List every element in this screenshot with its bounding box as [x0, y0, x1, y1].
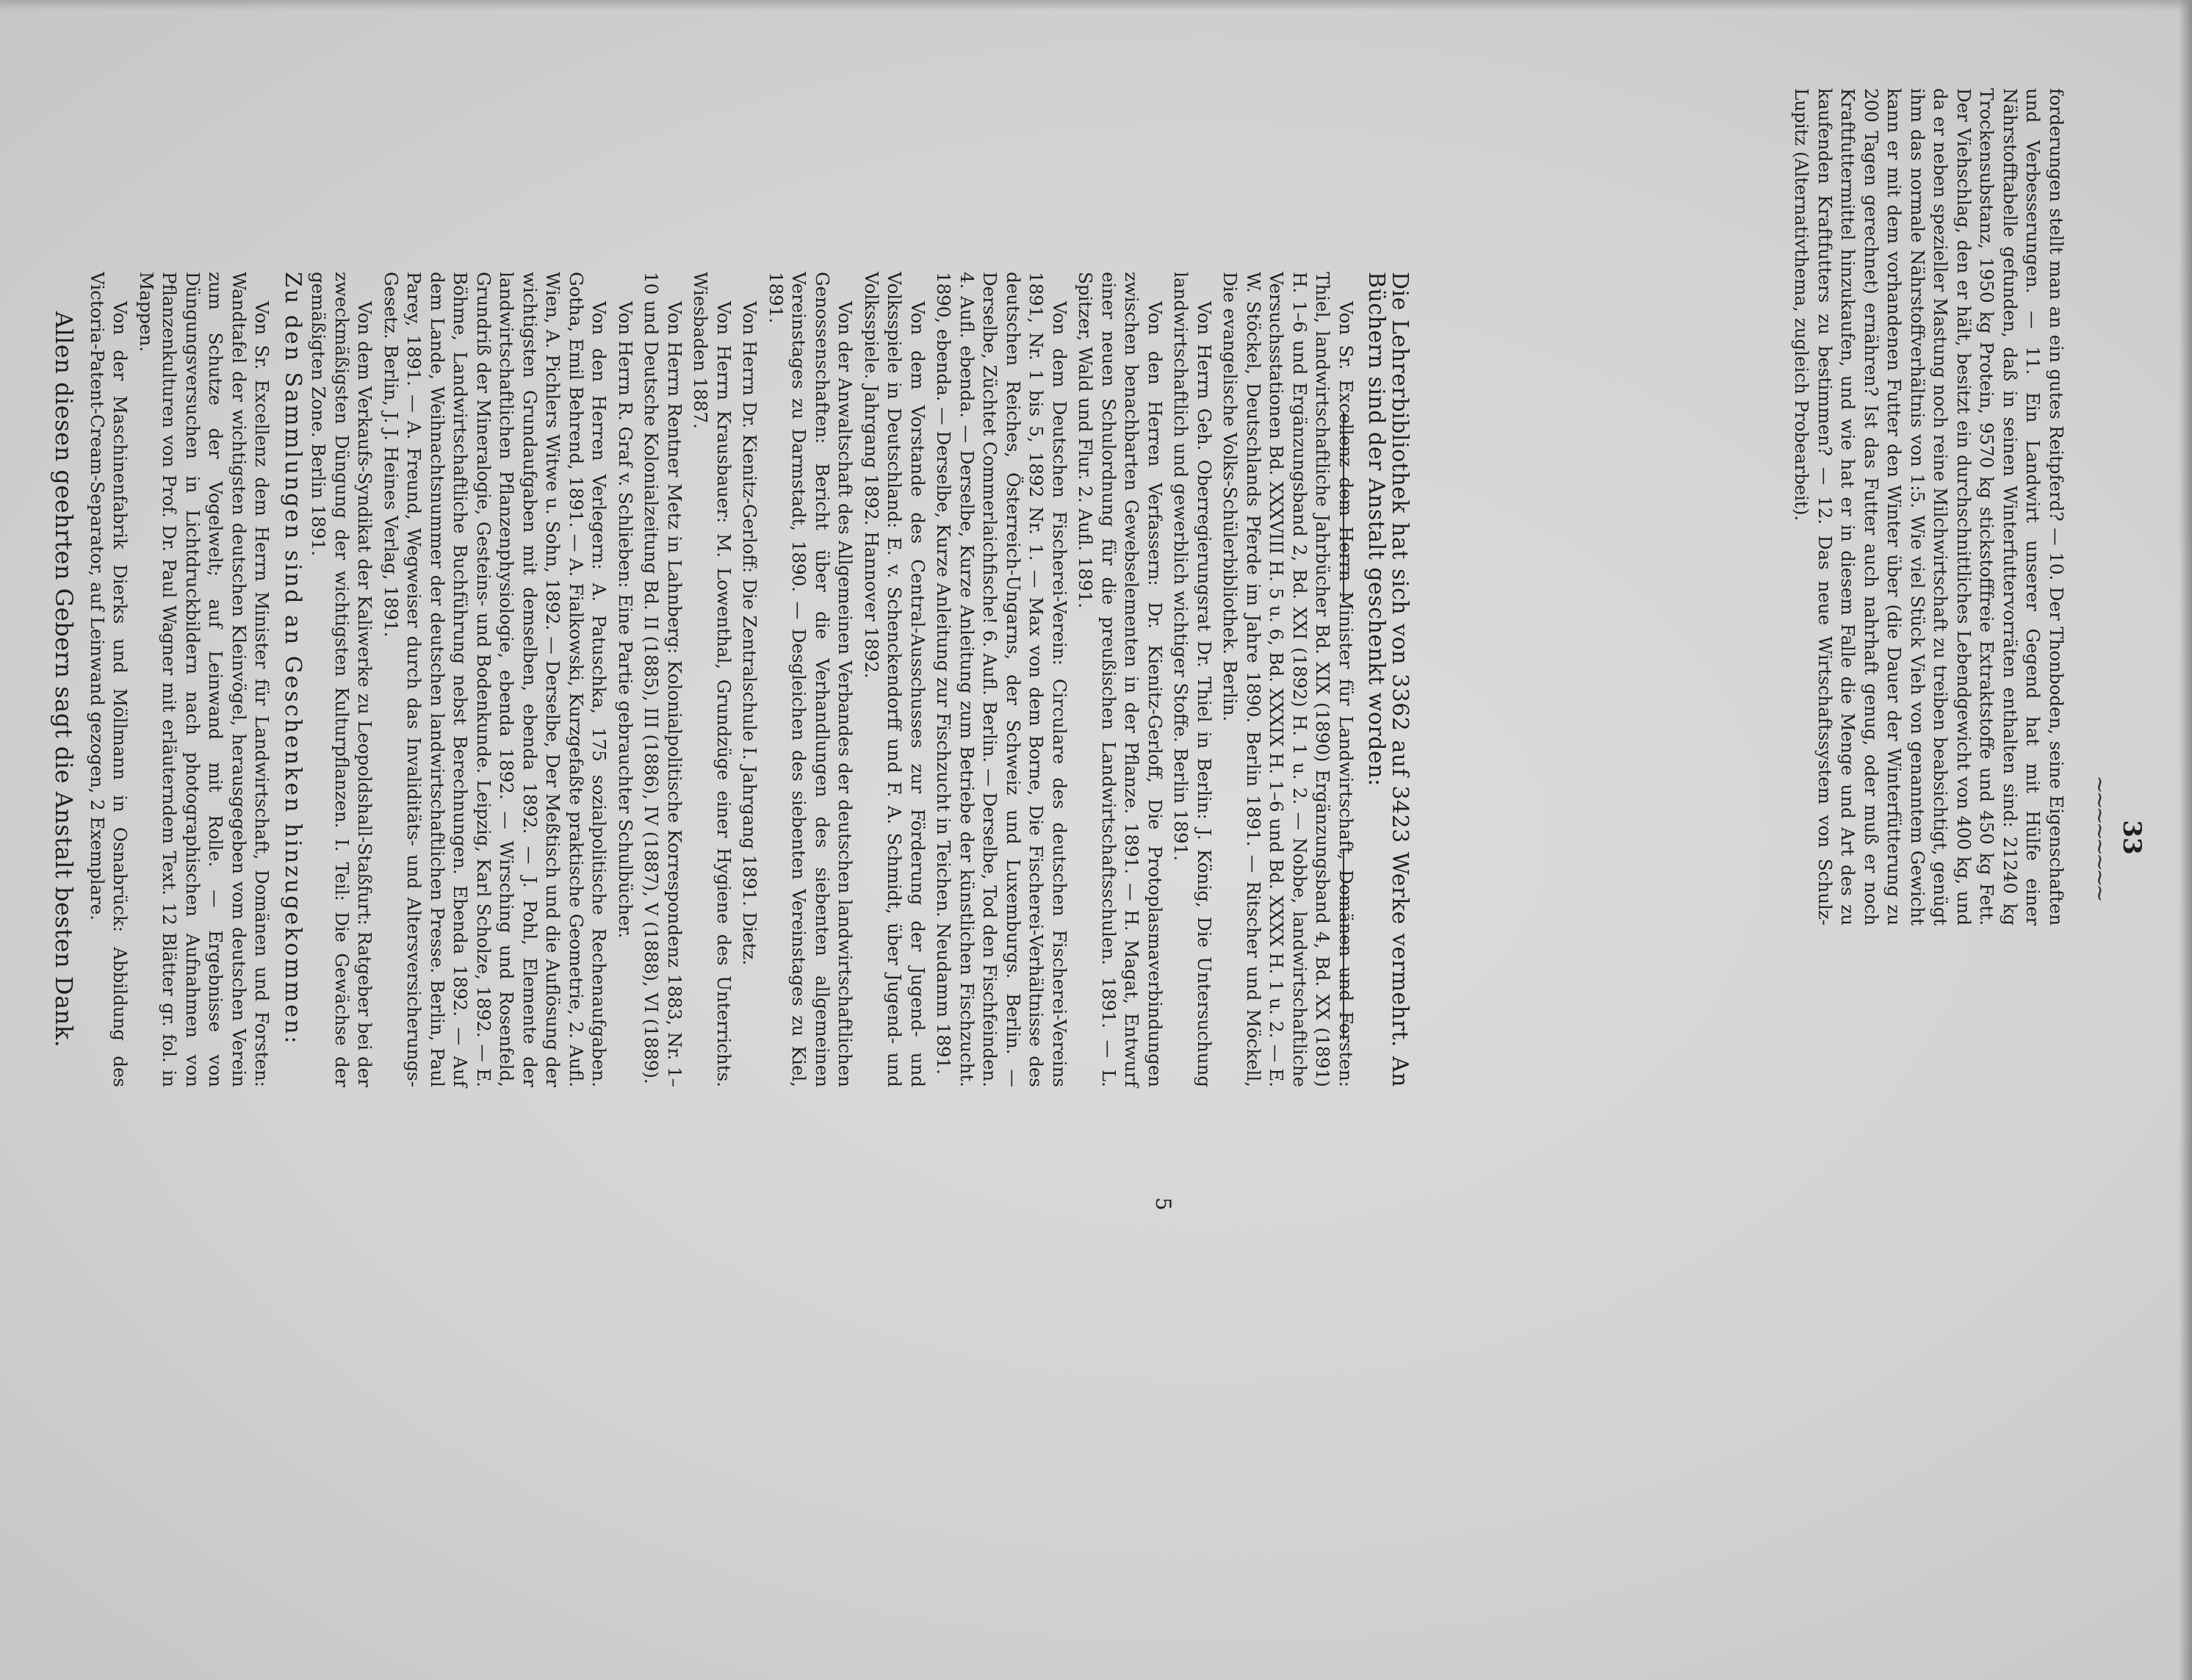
header-ornament: ~~~~~~~~	[2087, 775, 2113, 900]
scan-right-edge-shadow	[2179, 0, 2192, 1680]
library-paragraph: Von den Herren Verfassern: Dr. Kienitz-Gerloff, Die Protoplasmaverbindungen zwischen benachbarten Gewebselementen in der Pflanze. 1891. — H. Magat, Entwurf einer neuen Schulordnung für die preußischen Landwirtschaftsschulen. 1891. — L. Spitzer, Wald und Flur. 2. Aufl. 1891.	[1075, 272, 1166, 1087]
library-paragraph: Von Sr. Excellenz dem Herrn Minister für Landwirtschaft, Domänen und Forsten: Thiel, landwirtschaftliche Jahrbücher Bd. XIX (1890) Ergänzungsband 4, Bd. XX (1891) H. 1–6 und Ergänzungsband 2, Bd. XXI (1892) H. 1 u. 2. — Nobbe, landwirtschaftliche Versuchsstationen Bd. XXXVIII H. 5 u. 6, Bd. XXXIX H. 1–6 und Bd. XXXX H. 1 u. 2. — E. W. Stöckel, Deutschlands Pferde im Jahre 1890. Berlin 1891. — Ritscher und Möckell, Die evangelische Volks-Schülerbibliothek. Berlin.	[1219, 272, 1357, 1087]
page-number: 33	[2117, 820, 2146, 855]
text-column-lower	[50, 272, 1414, 1087]
library-paragraph: Von Herrn Krausbauer: M. Lowenthal, Grundzüge einer Hygiene des Unterrichts. Wiesbaden 1887.	[690, 272, 735, 1087]
library-paragraph: Von der Anwaltschaft des Allgemeinen Verbandes der deutschen landwirtschaftlichen Genossenschaften: Bericht über die Verhandlungen des siebenten allgemeinen Vereinstages zu Darmstadt, 1890. — Desgleichen des siebenten Vereinstages zu Kiel, 1891.	[765, 272, 857, 1087]
library-paragraph: Von Herrn Rentner Metz in Lahnberg: Kolonialpolitische Korrespondenz 1883, Nr. 1–10 und Deutsche Kolonialzeitung Bd. II (1885), III (1886), IV (1887), V (1888), VI (1889).	[641, 272, 685, 1087]
library-paragraph: Von dem Verkaufs-Syndikat der Kaliwerke zu Leopoldshall-Staßfurt: Ratgeber bei der zweckmäßigsten Düngung der wichtigsten Kulturpflanzen. I. Teil: Die Gewächse der gemäßigten Zone. Berlin 1891.	[308, 272, 376, 1087]
collections-paragraph: Von Sr. Excellenz dem Herrn Minister für Landwirtschaft, Domänen und Forsten: Wandtafel der wichtigsten deutschen Kleinvögel, herausgegeben vom deutschen Verein zum Schutze der Vogelwelt; auf Leinwand mit Rolle. — Ergebnisse von Düngungsversuchen in Lichtdruckbildern nach photographischen Aufnahmen von Pflanzenkulturen von Prof. Dr. Paul Wagner mit erläuterndem Text. 12 Blätter gr. fol. in Mappen.	[136, 272, 273, 1087]
folio-mark: 5	[1151, 1197, 1175, 1211]
library-paragraph: Von dem Vorstande des Central-Ausschusses zur Förderung der Jugend- und Volksspiele in Deutschland: E. v. Schenckendorff und F. A. Schmidt, über Jugend- und Volksspiele. Jahrgang 1892. Hannover 1892.	[861, 272, 929, 1087]
scan-top-edge-shadow	[0, 0, 2192, 10]
text-column-upper	[1510, 88, 2068, 926]
library-paragraph: Von Herrn Dr. Kienitz-Gerloff: Die Zentralschule I. Jahrgang 1891. Dietz.	[739, 301, 761, 966]
library-paragraph: Von dem Deutschen Fischerei-Verein: Circulare des deutschen Fischerei-Vereins 1891, Nr. 1 bis 5, 1892 Nr. 1. — Max von dem Borne, Die Fischerei-Verhältnisse des deutschen Reiches, Österreich-Ungarns, der Schweiz und Luxemburgs. Berlin. — Derselbe, Züchtet Commerlaichfische! 6. Aufl. Berlin. — Derselbe, Tod den Fischfeinden. 4. Aufl. ebenda. — Derselbe, Kurze Anleitung zum Betriebe der künstlichen Fischzucht. 1890, ebenda. — Derselbe, Kurze Anleitung zur Fischzucht in Teichen. Neudamm 1891.	[933, 272, 1070, 1087]
library-paragraph: Von Herrn R. Graf v. Schlieben: Eine Partie gebrauchter Schulbücher.	[615, 301, 636, 939]
collections-heading: Zu den Sammlungen sind an Geschenken hinzugekommen:	[280, 272, 306, 1046]
library-paragraph: Von den Herren Verlegern: A. Patuschka, 175 sozialpolitische Rechenaufgaben. Gotha, Emil Behrend, 1891. — A. Fialkowski, Kurzgefaßte praktische Geometrie, 2. Aufl. Wien, A. Pichlers Witwe u. Sohn, 1892. — Derselbe, Der Meßtisch und die Auflösung der wichtigsten Grundaufgaben mit demselben, ebenda 1892. — J. Pohl, Elemente der landwirtschaftlichen Pflanzenphysiologie, ebenda 1892. — Wirsching und Rosenfeld, Grundriß der Mineralogie, Gesteins- und Bodenkunde. Leipzig, Karl Scholze, 1892. — E. Böhme, Landwirtschaftliche Buchführung nebst Berechnungen. Ebenda 1892. — Auf dem Lande, Weihnachtsnummer der deutschen landwirtschaftlichen Presse. Berlin, Paul Parey, 1891. — A. Freund, Wegweiser durch das Invaliditäts- und Altersversicherungs-Gesetz. Berlin, J. J. Heines Verlag, 1891.	[381, 272, 610, 1087]
library-paragraph: Von Herrn Geh. Oberregierungsrat Dr. Thiel in Berlin: J. König, Die Untersuchung landwirtschaftlich und gewerblich wichtiger Stoffe. Berlin 1891.	[1170, 272, 1215, 1087]
library-heading: Die Lehrerbibliothek hat sich von 3362 auf 3423 Werke vermehrt. An Büchern sind der Anstalt geschenkt worden:	[1363, 272, 1413, 1087]
rotated-page-content	[50, 29, 2152, 1645]
intro-paragraph: forderungen stellt man an ein gutes Reitpferd? — 10. Der Thonboden, seine Eigenschaften und Verbesserungen. — 11. Ein Landwirt unserer Gegend hat mit Hülfe einer Nährstofftabelle gefunden, daß in seinen Winterfuttervorräten enthalten sind: 21240 kg Trockensubstanz, 1950 kg Protein, 9570 kg stickstofffreie Extraktstoffe und 450 kg Fett. Der Viehschlag, den er hält, besitzt ein durchschnittliches Lebendgewicht von 400 kg, und da er neben spezieller Mastung noch reine Milchwirtschaft zu treiben beabsichtigt, genügt ihm das normale Nährstoffverhältnis von 1:5. Wie viel Stück Vieh von genanntem Gewicht kann er mit dem vorhandenen Futter den Winter über (die Dauer der Winterfütterung zu 200 Tagen gerechnet) ernähren? Ist das Futter auch nahrhaft genug, oder muß er noch Kraftfuttermittel hinzukaufen, und wie hat er in diesem Falle die Menge und Art des zu kaufenden Kraftfutters zu bestimmen? — 12. Das neue Wirtschaftssystem von Schulz-Lupitz (Alternativthema, zugleich Probearbeit).	[1791, 88, 2067, 926]
collections-paragraph: Von der Maschinenfabrik Dierks und Möllmann in Osnabrück: Abbildung des Victoria-Patent-Cream-Separator, auf Leinwand gezogen, 2 Exemplare.	[87, 272, 131, 1087]
closing-thanks: Allen diesen geehrten Gebern sagt die Anstalt besten Dank.	[50, 311, 79, 1048]
